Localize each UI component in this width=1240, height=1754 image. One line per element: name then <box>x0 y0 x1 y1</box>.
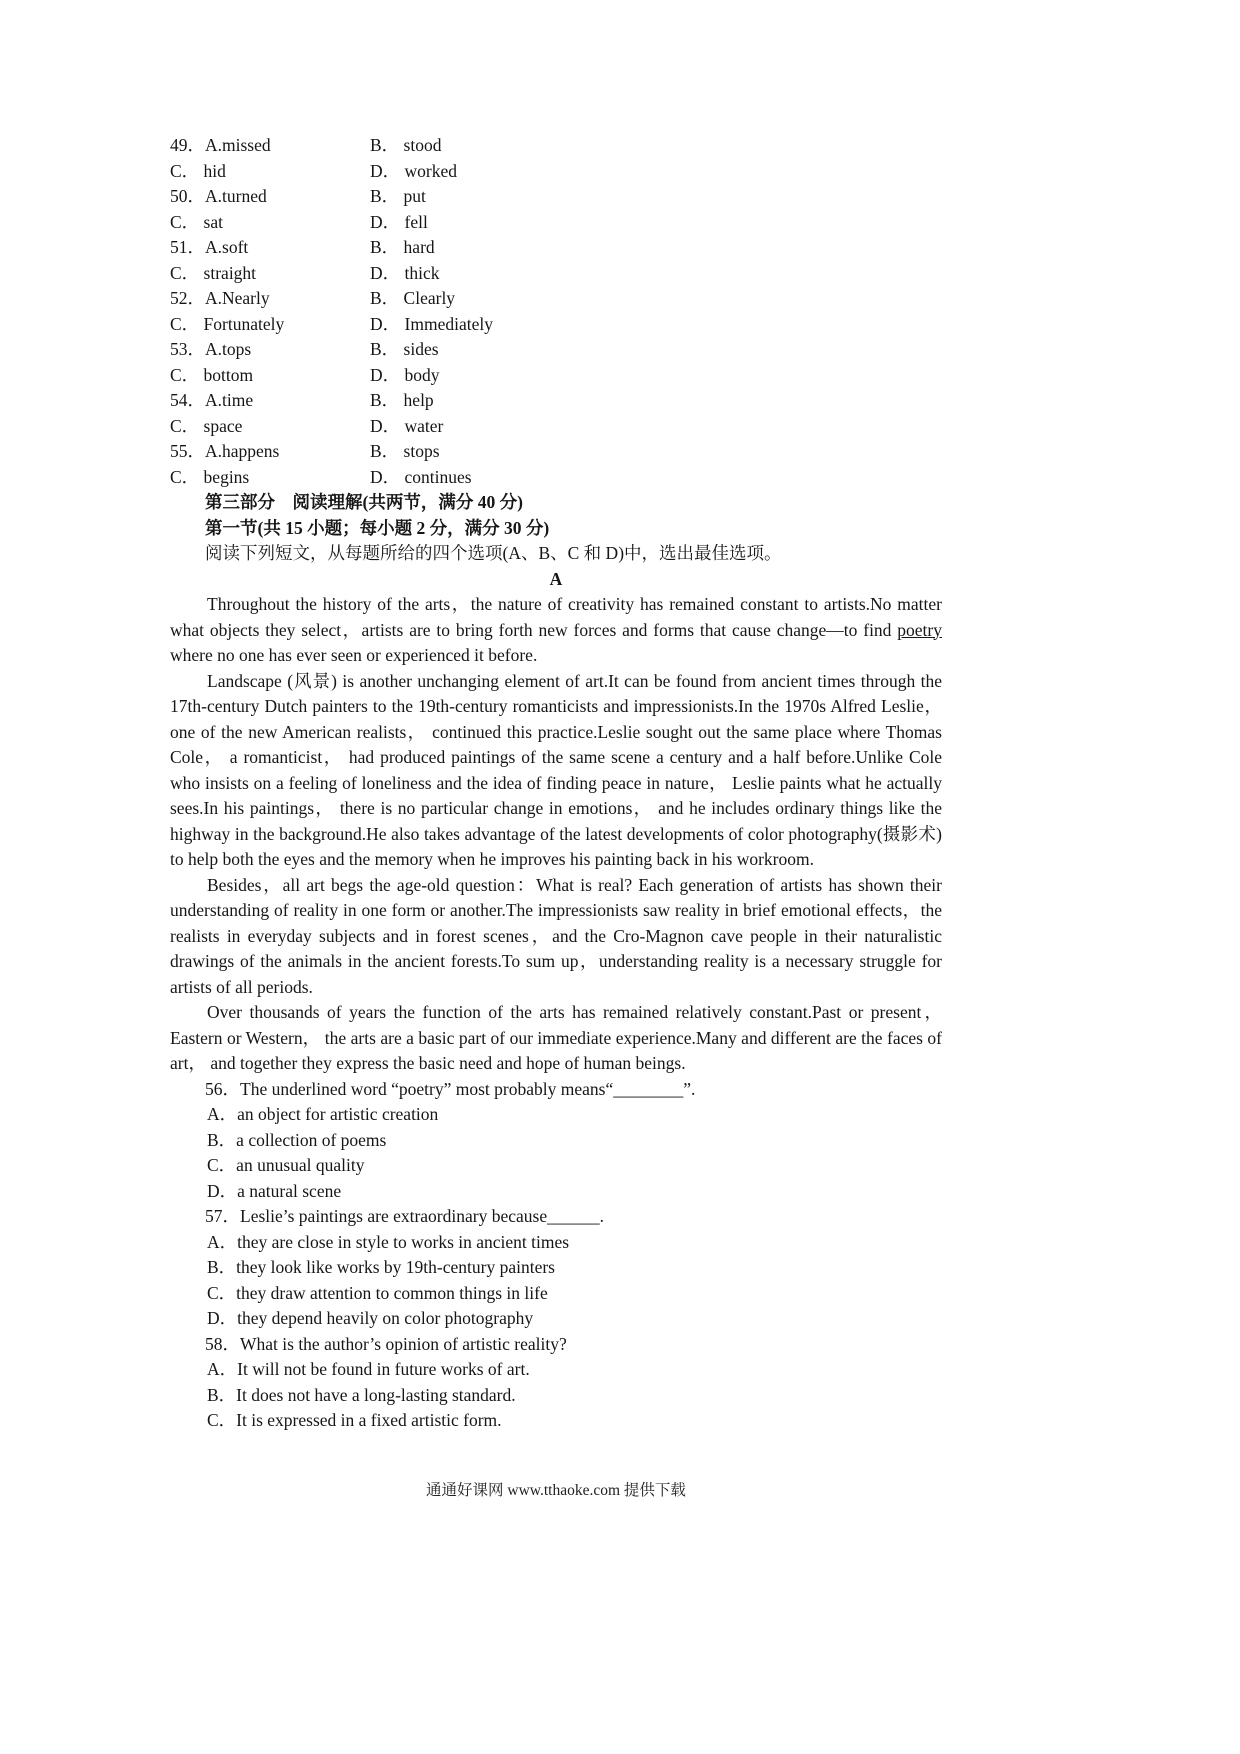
cloze-option-right: D． body <box>370 364 440 385</box>
question-58-stem: 58．What is the author’s opinion of artistic reality? <box>205 1333 567 1354</box>
question-58-option-a: A．It will not be found in future works of art. <box>207 1359 530 1379</box>
paragraph-text: Throughout the history of the arts，the nature of creativity has remained constant to artists.No matter what objects they select，artists are to bring forth new forces and forms that cause change—to find <box>170 594 942 640</box>
question-57-option-b: B．they look like works by 19th-century painters <box>207 1257 555 1277</box>
question-57-option-c: C．they draw attention to common things in life <box>207 1282 548 1303</box>
question-58-option-b: B．It does not have a long-lasting standard. <box>207 1384 516 1405</box>
cloze-option-right: D． thick <box>370 262 440 283</box>
cloze-option-right: B． hard <box>370 237 435 257</box>
cloze-option-right: B． stops <box>370 441 440 461</box>
cloze-option-row <box>170 210 942 236</box>
cloze-option-row <box>170 133 942 159</box>
cloze-option-left: C． begins <box>170 466 250 487</box>
underlined-word-poetry: poetry <box>897 619 942 640</box>
cloze-option-row <box>170 184 942 210</box>
cloze-option-left: C． straight <box>170 262 257 283</box>
part3-header: 第三部分 阅读理解(共两节，满分 40 分) <box>205 492 523 512</box>
cloze-option-left: C． Fortunately <box>170 313 285 334</box>
cloze-option-right: D． continues <box>370 466 472 487</box>
page-content <box>170 133 942 1434</box>
question-57-option-d: D．they depend heavily on color photography <box>207 1308 534 1328</box>
cloze-option-left: 55．A.happens <box>170 441 280 461</box>
cloze-option-right: B． stood <box>370 135 442 155</box>
cloze-option-right: D． worked <box>370 160 457 181</box>
question-58 <box>170 1332 942 1434</box>
cloze-option-row <box>170 159 942 185</box>
cloze-option-row <box>170 261 942 287</box>
cloze-option-right: D． fell <box>370 211 428 232</box>
cloze-option-row <box>170 388 942 414</box>
cloze-option-left: 51．A.soft <box>170 237 249 257</box>
cloze-option-right: B． Clearly <box>370 288 456 308</box>
passage-label: A <box>549 568 563 589</box>
page-footer: 通通好课网 www.tthaoke.com 提供下载 <box>426 1482 686 1499</box>
cloze-option-left: C． sat <box>170 211 223 232</box>
question-56-option-c: C．an unusual quality <box>207 1155 365 1175</box>
cloze-option-row <box>170 465 942 491</box>
question-58-option-c: C．It is expressed in a fixed artistic form. <box>207 1410 502 1430</box>
reading-instructions: 阅读下列短文，从每题所给的四个选项(A、B、C 和 D)中，选出最佳选项。 <box>205 543 782 563</box>
cloze-option-row <box>170 312 942 338</box>
passage-paragraph-1 <box>170 592 942 669</box>
question-56-stem: 56．The underlined word “poetry” most probably means“________”. <box>205 1078 696 1099</box>
cloze-option-left: C． space <box>170 415 243 436</box>
question-56-option-a: A．an object for artistic creation <box>207 1104 439 1124</box>
cloze-option-row <box>170 363 942 389</box>
paragraph-text: where no one has ever seen or experienced it before. <box>170 645 538 665</box>
cloze-option-left: 52．A.Nearly <box>170 288 270 308</box>
section1-header: 第一节(共 15 小题；每小题 2 分，满分 30 分) <box>205 517 550 538</box>
cloze-option-left: C． bottom <box>170 364 254 385</box>
cloze-option-right: D． water <box>370 415 444 436</box>
passage-paragraph-4: Over thousands of years the function of the arts has remained relatively constant.Past or present， Eastern or Western， the arts are a basic part of our immediate experience.Many and different are the faces of art， and together they express the basic need and hope of human beings. <box>170 1002 942 1073</box>
cloze-option-right: B． put <box>370 186 426 206</box>
question-57 <box>170 1204 942 1332</box>
question-56-option-d: D．a natural scene <box>207 1180 342 1201</box>
cloze-option-row <box>170 286 942 312</box>
cloze-option-left: 49．A.missed <box>170 135 271 155</box>
question-56-option-b: B．a collection of poems <box>207 1129 387 1150</box>
passage-paragraph-2: Landscape (风景) is another unchanging element of art.It can be found from ancient times through the 17th-century Dutch painters to the 19th-century romanticists and impressionists.In the 1970s Alfred Leslie， one of the new American realists， continued this practice.Leslie sought out the same place where Thomas Cole， a romanticist， had produced paintings of the same scene a century and a half before.Unlike Cole who insists on a feeling of loneliness and the idea of finding peace in nature， Leslie paints what he actually sees.In his paintings， there is no particular change in emotions， and he includes ordinary things like the highway in the background.He also takes advantage of the latest developments of color photography(摄影术) to help both the eyes and the memory when he improves his painting back in his workroom. <box>170 670 942 869</box>
cloze-option-row <box>170 414 942 440</box>
cloze-option-row <box>170 337 942 363</box>
cloze-option-left: 54．A.time <box>170 390 254 410</box>
cloze-option-row <box>170 235 942 261</box>
passage-paragraph-3: Besides，all art begs the age-old question：What is real? Each generation of artists has shown their understanding of reality in one form or another.The impressionists saw reality in brief emotional effects，the realists in everyday subjects and in forest scenes，and the Cro-Magnon cave people in their naturalistic drawings of the animals in the ancient forests.To sum up，understanding reality is a necessary struggle for artists of all periods. <box>170 874 942 997</box>
cloze-option-left: 50．A.turned <box>170 186 267 206</box>
cloze-option-right: B． help <box>370 390 434 410</box>
question-57-stem: 57．Leslie’s paintings are extraordinary because______. <box>205 1206 604 1226</box>
cloze-option-row <box>170 439 942 465</box>
question-57-option-a: A．they are close in style to works in ancient times <box>207 1231 570 1252</box>
cloze-option-right: D． Immediately <box>370 313 493 334</box>
cloze-option-left: C． hid <box>170 160 226 181</box>
cloze-option-right: B． sides <box>370 339 439 359</box>
question-56 <box>170 1077 942 1205</box>
cloze-option-left: 53．A.tops <box>170 339 252 359</box>
